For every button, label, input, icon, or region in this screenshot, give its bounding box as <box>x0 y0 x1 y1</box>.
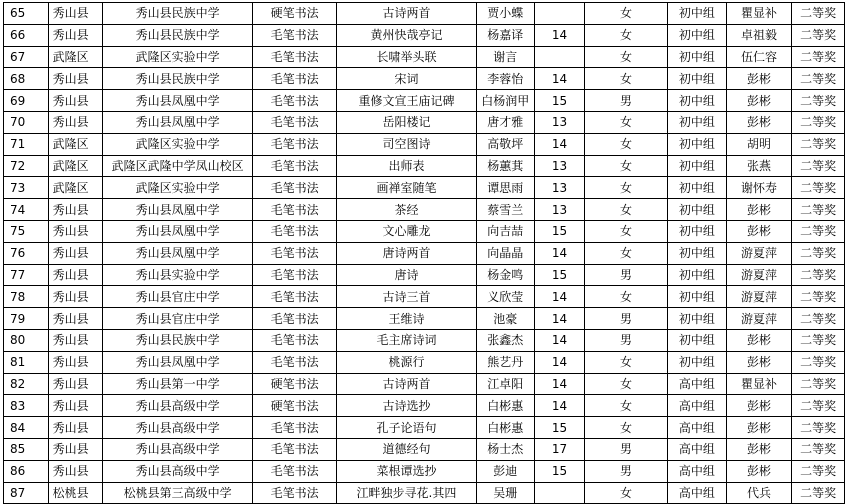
category-cell: 毛笔书法 <box>252 68 337 90</box>
gender-cell: 女 <box>584 482 667 504</box>
school-cell: 秀山县民族中学 <box>103 3 252 25</box>
table-row <box>4 90 845 112</box>
table-row <box>4 373 845 395</box>
gender-cell: 女 <box>584 286 667 308</box>
work-title-cell: 出师表 <box>337 155 476 177</box>
work-title-cell: 古诗三首 <box>337 286 476 308</box>
table-row <box>4 482 845 504</box>
teacher-cell: 彭彬 <box>726 329 792 351</box>
gender-cell: 女 <box>584 417 667 439</box>
county-cell: 秀山县 <box>48 286 103 308</box>
table-row <box>4 460 845 482</box>
county-cell: 松桃县 <box>48 482 103 504</box>
county-cell: 秀山县 <box>48 438 103 460</box>
row-number-cell: 68 <box>4 68 49 90</box>
table-row <box>4 177 845 199</box>
age-cell: 13 <box>535 199 585 221</box>
award-cell: 二等奖 <box>792 111 845 133</box>
work-title-cell: 文心雕龙 <box>337 220 476 242</box>
student-name-cell: 蔡雪兰 <box>476 199 535 221</box>
category-cell: 毛笔书法 <box>252 242 337 264</box>
teacher-cell: 彭彬 <box>726 395 792 417</box>
award-cell: 二等奖 <box>792 351 845 373</box>
work-title-cell: 黄州快哉亭记 <box>337 24 476 46</box>
teacher-cell: 代兵 <box>726 482 792 504</box>
row-number-cell: 81 <box>4 351 49 373</box>
work-title-cell: 古诗两首 <box>337 3 476 25</box>
table-row <box>4 68 845 90</box>
work-title-cell: 长啸举头联 <box>337 46 476 68</box>
age-cell: 14 <box>535 133 585 155</box>
school-cell: 秀山县凤凰中学 <box>103 351 252 373</box>
category-cell: 毛笔书法 <box>252 417 337 439</box>
work-title-cell: 菜根谭选抄 <box>337 460 476 482</box>
age-cell: 15 <box>535 417 585 439</box>
county-cell: 武隆区 <box>48 133 103 155</box>
table-row <box>4 46 845 68</box>
age-cell: 14 <box>535 308 585 330</box>
teacher-cell: 张燕 <box>726 155 792 177</box>
gender-cell: 女 <box>584 111 667 133</box>
gender-cell: 男 <box>584 90 667 112</box>
group-cell: 初中组 <box>668 155 727 177</box>
school-cell: 武隆区武隆中学凤山校区 <box>103 155 252 177</box>
category-cell: 硬笔书法 <box>252 395 337 417</box>
group-cell: 初中组 <box>668 111 727 133</box>
student-name-cell: 杨金鸣 <box>476 264 535 286</box>
gender-cell: 女 <box>584 46 667 68</box>
gender-cell: 女 <box>584 24 667 46</box>
age-cell: 17 <box>535 438 585 460</box>
teacher-cell: 彭彬 <box>726 111 792 133</box>
row-number-cell: 66 <box>4 24 49 46</box>
table-row <box>4 329 845 351</box>
school-cell: 武隆区实验中学 <box>103 46 252 68</box>
school-cell: 秀山县凤凰中学 <box>103 242 252 264</box>
award-cell: 二等奖 <box>792 133 845 155</box>
award-cell: 二等奖 <box>792 3 845 25</box>
county-cell: 秀山县 <box>48 460 103 482</box>
age-cell: 14 <box>535 373 585 395</box>
gender-cell: 男 <box>584 264 667 286</box>
group-cell: 初中组 <box>668 177 727 199</box>
table-row <box>4 24 845 46</box>
row-number-cell: 84 <box>4 417 49 439</box>
gender-cell: 女 <box>584 351 667 373</box>
group-cell: 初中组 <box>668 24 727 46</box>
student-name-cell: 杨嘉译 <box>476 24 535 46</box>
category-cell: 毛笔书法 <box>252 155 337 177</box>
category-cell: 毛笔书法 <box>252 286 337 308</box>
category-cell: 毛笔书法 <box>252 308 337 330</box>
age-cell: 14 <box>535 351 585 373</box>
group-cell: 高中组 <box>668 482 727 504</box>
work-title-cell: 古诗两首 <box>337 373 476 395</box>
student-name-cell: 张鑫杰 <box>476 329 535 351</box>
age-cell: 15 <box>535 264 585 286</box>
student-name-cell: 杨士杰 <box>476 438 535 460</box>
award-cell: 二等奖 <box>792 242 845 264</box>
award-cell: 二等奖 <box>792 373 845 395</box>
age-cell: 15 <box>535 220 585 242</box>
teacher-cell: 游夏萍 <box>726 308 792 330</box>
student-name-cell: 吴珊 <box>476 482 535 504</box>
age-cell: 13 <box>535 111 585 133</box>
table-row <box>4 264 845 286</box>
school-cell: 秀山县高级中学 <box>103 438 252 460</box>
group-cell: 初中组 <box>668 3 727 25</box>
award-cell: 二等奖 <box>792 395 845 417</box>
award-cell: 二等奖 <box>792 220 845 242</box>
row-number-cell: 71 <box>4 133 49 155</box>
row-number-cell: 87 <box>4 482 49 504</box>
county-cell: 武隆区 <box>48 46 103 68</box>
student-name-cell: 贾小蝶 <box>476 3 535 25</box>
school-cell: 秀山县凤凰中学 <box>103 111 252 133</box>
work-title-cell: 司空图诗 <box>337 133 476 155</box>
school-cell: 秀山县高级中学 <box>103 417 252 439</box>
student-name-cell: 白杨润甲 <box>476 90 535 112</box>
row-number-cell: 85 <box>4 438 49 460</box>
group-cell: 初中组 <box>668 286 727 308</box>
work-title-cell: 王维诗 <box>337 308 476 330</box>
group-cell: 初中组 <box>668 90 727 112</box>
table-row <box>4 395 845 417</box>
award-cell: 二等奖 <box>792 264 845 286</box>
award-cell: 二等奖 <box>792 460 845 482</box>
work-title-cell: 画禅室随笔 <box>337 177 476 199</box>
row-number-cell: 75 <box>4 220 49 242</box>
gender-cell: 男 <box>584 308 667 330</box>
award-cell: 二等奖 <box>792 308 845 330</box>
table-row <box>4 111 845 133</box>
table-row <box>4 155 845 177</box>
category-cell: 毛笔书法 <box>252 351 337 373</box>
county-cell: 秀山县 <box>48 308 103 330</box>
award-cell: 二等奖 <box>792 46 845 68</box>
category-cell: 毛笔书法 <box>252 133 337 155</box>
row-number-cell: 72 <box>4 155 49 177</box>
table-row <box>4 242 845 264</box>
group-cell: 初中组 <box>668 133 727 155</box>
age-cell: 13 <box>535 155 585 177</box>
group-cell: 高中组 <box>668 417 727 439</box>
teacher-cell: 卓祖毅 <box>726 24 792 46</box>
category-cell: 毛笔书法 <box>252 90 337 112</box>
category-cell: 毛笔书法 <box>252 460 337 482</box>
award-cell: 二等奖 <box>792 417 845 439</box>
county-cell: 秀山县 <box>48 417 103 439</box>
group-cell: 初中组 <box>668 329 727 351</box>
work-title-cell: 茶经 <box>337 199 476 221</box>
table-row <box>4 199 845 221</box>
gender-cell: 男 <box>584 460 667 482</box>
category-cell: 毛笔书法 <box>252 111 337 133</box>
group-cell: 初中组 <box>668 68 727 90</box>
category-cell: 毛笔书法 <box>252 199 337 221</box>
gender-cell: 女 <box>584 3 667 25</box>
category-cell: 毛笔书法 <box>252 329 337 351</box>
student-name-cell: 白彬惠 <box>476 417 535 439</box>
county-cell: 秀山县 <box>48 24 103 46</box>
gender-cell: 女 <box>584 133 667 155</box>
school-cell: 秀山县高级中学 <box>103 395 252 417</box>
school-cell: 秀山县官庄中学 <box>103 308 252 330</box>
age-cell: 14 <box>535 395 585 417</box>
age-cell: 14 <box>535 242 585 264</box>
teacher-cell: 游夏萍 <box>726 242 792 264</box>
age-cell: 13 <box>535 177 585 199</box>
row-number-cell: 74 <box>4 199 49 221</box>
school-cell: 秀山县官庄中学 <box>103 286 252 308</box>
school-cell: 秀山县高级中学 <box>103 460 252 482</box>
county-cell: 秀山县 <box>48 199 103 221</box>
group-cell: 初中组 <box>668 351 727 373</box>
category-cell: 毛笔书法 <box>252 177 337 199</box>
work-title-cell: 桃源行 <box>337 351 476 373</box>
group-cell: 高中组 <box>668 395 727 417</box>
school-cell: 秀山县第一中学 <box>103 373 252 395</box>
county-cell: 秀山县 <box>48 329 103 351</box>
student-name-cell: 江卓阳 <box>476 373 535 395</box>
county-cell: 秀山县 <box>48 351 103 373</box>
age-cell: 15 <box>535 460 585 482</box>
row-number-cell: 80 <box>4 329 49 351</box>
work-title-cell: 宋词 <box>337 68 476 90</box>
award-cell: 二等奖 <box>792 438 845 460</box>
category-cell: 毛笔书法 <box>252 220 337 242</box>
awards-table <box>3 2 845 504</box>
row-number-cell: 77 <box>4 264 49 286</box>
award-cell: 二等奖 <box>792 24 845 46</box>
group-cell: 初中组 <box>668 220 727 242</box>
school-cell: 武隆区实验中学 <box>103 177 252 199</box>
category-cell: 毛笔书法 <box>252 438 337 460</box>
row-number-cell: 82 <box>4 373 49 395</box>
award-cell: 二等奖 <box>792 199 845 221</box>
school-cell: 秀山县凤凰中学 <box>103 199 252 221</box>
county-cell: 秀山县 <box>48 395 103 417</box>
work-title-cell: 孔子论语句 <box>337 417 476 439</box>
school-cell: 秀山县凤凰中学 <box>103 90 252 112</box>
teacher-cell: 彭彬 <box>726 417 792 439</box>
row-number-cell: 73 <box>4 177 49 199</box>
age-cell: 14 <box>535 286 585 308</box>
work-title-cell: 江畔独步寻花.其四 <box>337 482 476 504</box>
work-title-cell: 唐诗 <box>337 264 476 286</box>
school-cell: 秀山县实验中学 <box>103 264 252 286</box>
row-number-cell: 67 <box>4 46 49 68</box>
table-body <box>4 3 845 504</box>
work-title-cell: 古诗选抄 <box>337 395 476 417</box>
gender-cell: 女 <box>584 373 667 395</box>
student-name-cell: 谢言 <box>476 46 535 68</box>
table-row <box>4 286 845 308</box>
county-cell: 秀山县 <box>48 373 103 395</box>
work-title-cell: 岳阳楼记 <box>337 111 476 133</box>
school-cell: 秀山县凤凰中学 <box>103 220 252 242</box>
award-cell: 二等奖 <box>792 286 845 308</box>
group-cell: 高中组 <box>668 438 727 460</box>
student-name-cell: 白彬惠 <box>476 395 535 417</box>
gender-cell: 男 <box>584 438 667 460</box>
category-cell: 硬笔书法 <box>252 3 337 25</box>
county-cell: 秀山县 <box>48 68 103 90</box>
teacher-cell: 彭彬 <box>726 438 792 460</box>
age-cell: 14 <box>535 329 585 351</box>
county-cell: 秀山县 <box>48 111 103 133</box>
teacher-cell: 彭彬 <box>726 220 792 242</box>
award-cell: 二等奖 <box>792 68 845 90</box>
age-cell <box>535 3 585 25</box>
table-row <box>4 3 845 25</box>
teacher-cell: 彭彬 <box>726 460 792 482</box>
student-name-cell: 熊艺丹 <box>476 351 535 373</box>
row-number-cell: 69 <box>4 90 49 112</box>
row-number-cell: 79 <box>4 308 49 330</box>
row-number-cell: 83 <box>4 395 49 417</box>
group-cell: 初中组 <box>668 264 727 286</box>
category-cell: 毛笔书法 <box>252 46 337 68</box>
student-name-cell: 彭迪 <box>476 460 535 482</box>
school-cell: 松桃县第三高级中学 <box>103 482 252 504</box>
table-row <box>4 438 845 460</box>
gender-cell: 女 <box>584 155 667 177</box>
teacher-cell: 谢怀寿 <box>726 177 792 199</box>
award-cell: 二等奖 <box>792 90 845 112</box>
county-cell: 秀山县 <box>48 264 103 286</box>
category-cell: 毛笔书法 <box>252 482 337 504</box>
award-cell: 二等奖 <box>792 155 845 177</box>
teacher-cell: 彭彬 <box>726 199 792 221</box>
category-cell: 硬笔书法 <box>252 373 337 395</box>
student-name-cell: 高敬坪 <box>476 133 535 155</box>
table-row <box>4 308 845 330</box>
group-cell: 高中组 <box>668 460 727 482</box>
county-cell: 秀山县 <box>48 90 103 112</box>
work-title-cell: 唐诗两首 <box>337 242 476 264</box>
student-name-cell: 杨蕙萁 <box>476 155 535 177</box>
student-name-cell: 义欣莹 <box>476 286 535 308</box>
student-name-cell: 唐才雅 <box>476 111 535 133</box>
teacher-cell: 伍仁容 <box>726 46 792 68</box>
gender-cell: 女 <box>584 220 667 242</box>
student-name-cell: 向吉喆 <box>476 220 535 242</box>
group-cell: 初中组 <box>668 46 727 68</box>
county-cell: 武隆区 <box>48 155 103 177</box>
student-name-cell: 李蓉怡 <box>476 68 535 90</box>
county-cell: 秀山县 <box>48 3 103 25</box>
award-cell: 二等奖 <box>792 329 845 351</box>
student-name-cell: 池豪 <box>476 308 535 330</box>
teacher-cell: 彭彬 <box>726 68 792 90</box>
teacher-cell: 胡明 <box>726 133 792 155</box>
student-name-cell: 谭思雨 <box>476 177 535 199</box>
age-cell <box>535 46 585 68</box>
gender-cell: 女 <box>584 242 667 264</box>
gender-cell: 女 <box>584 68 667 90</box>
row-number-cell: 86 <box>4 460 49 482</box>
group-cell: 初中组 <box>668 199 727 221</box>
gender-cell: 男 <box>584 329 667 351</box>
school-cell: 秀山县民族中学 <box>103 329 252 351</box>
county-cell: 武隆区 <box>48 177 103 199</box>
award-cell: 二等奖 <box>792 482 845 504</box>
student-name-cell: 向晶晶 <box>476 242 535 264</box>
work-title-cell: 道德经句 <box>337 438 476 460</box>
category-cell: 毛笔书法 <box>252 24 337 46</box>
table-row <box>4 220 845 242</box>
school-cell: 秀山县民族中学 <box>103 68 252 90</box>
gender-cell: 女 <box>584 199 667 221</box>
age-cell: 14 <box>535 24 585 46</box>
gender-cell: 女 <box>584 395 667 417</box>
table-row <box>4 133 845 155</box>
age-cell <box>535 482 585 504</box>
table-row <box>4 351 845 373</box>
school-cell: 秀山县民族中学 <box>103 24 252 46</box>
group-cell: 高中组 <box>668 373 727 395</box>
teacher-cell: 彭彬 <box>726 351 792 373</box>
teacher-cell: 游夏萍 <box>726 286 792 308</box>
row-number-cell: 78 <box>4 286 49 308</box>
row-number-cell: 76 <box>4 242 49 264</box>
category-cell: 毛笔书法 <box>252 264 337 286</box>
teacher-cell: 瞿显补 <box>726 3 792 25</box>
row-number-cell: 65 <box>4 3 49 25</box>
county-cell: 秀山县 <box>48 242 103 264</box>
group-cell: 初中组 <box>668 242 727 264</box>
work-title-cell: 重修文宣王庙记碑 <box>337 90 476 112</box>
teacher-cell: 游夏萍 <box>726 264 792 286</box>
group-cell: 初中组 <box>668 308 727 330</box>
row-number-cell: 70 <box>4 111 49 133</box>
age-cell: 15 <box>535 90 585 112</box>
table-row <box>4 417 845 439</box>
age-cell: 14 <box>535 68 585 90</box>
work-title-cell: 毛主席诗词 <box>337 329 476 351</box>
county-cell: 秀山县 <box>48 220 103 242</box>
gender-cell: 女 <box>584 177 667 199</box>
school-cell: 武隆区实验中学 <box>103 133 252 155</box>
teacher-cell: 彭彬 <box>726 90 792 112</box>
teacher-cell: 瞿显补 <box>726 373 792 395</box>
award-cell: 二等奖 <box>792 177 845 199</box>
